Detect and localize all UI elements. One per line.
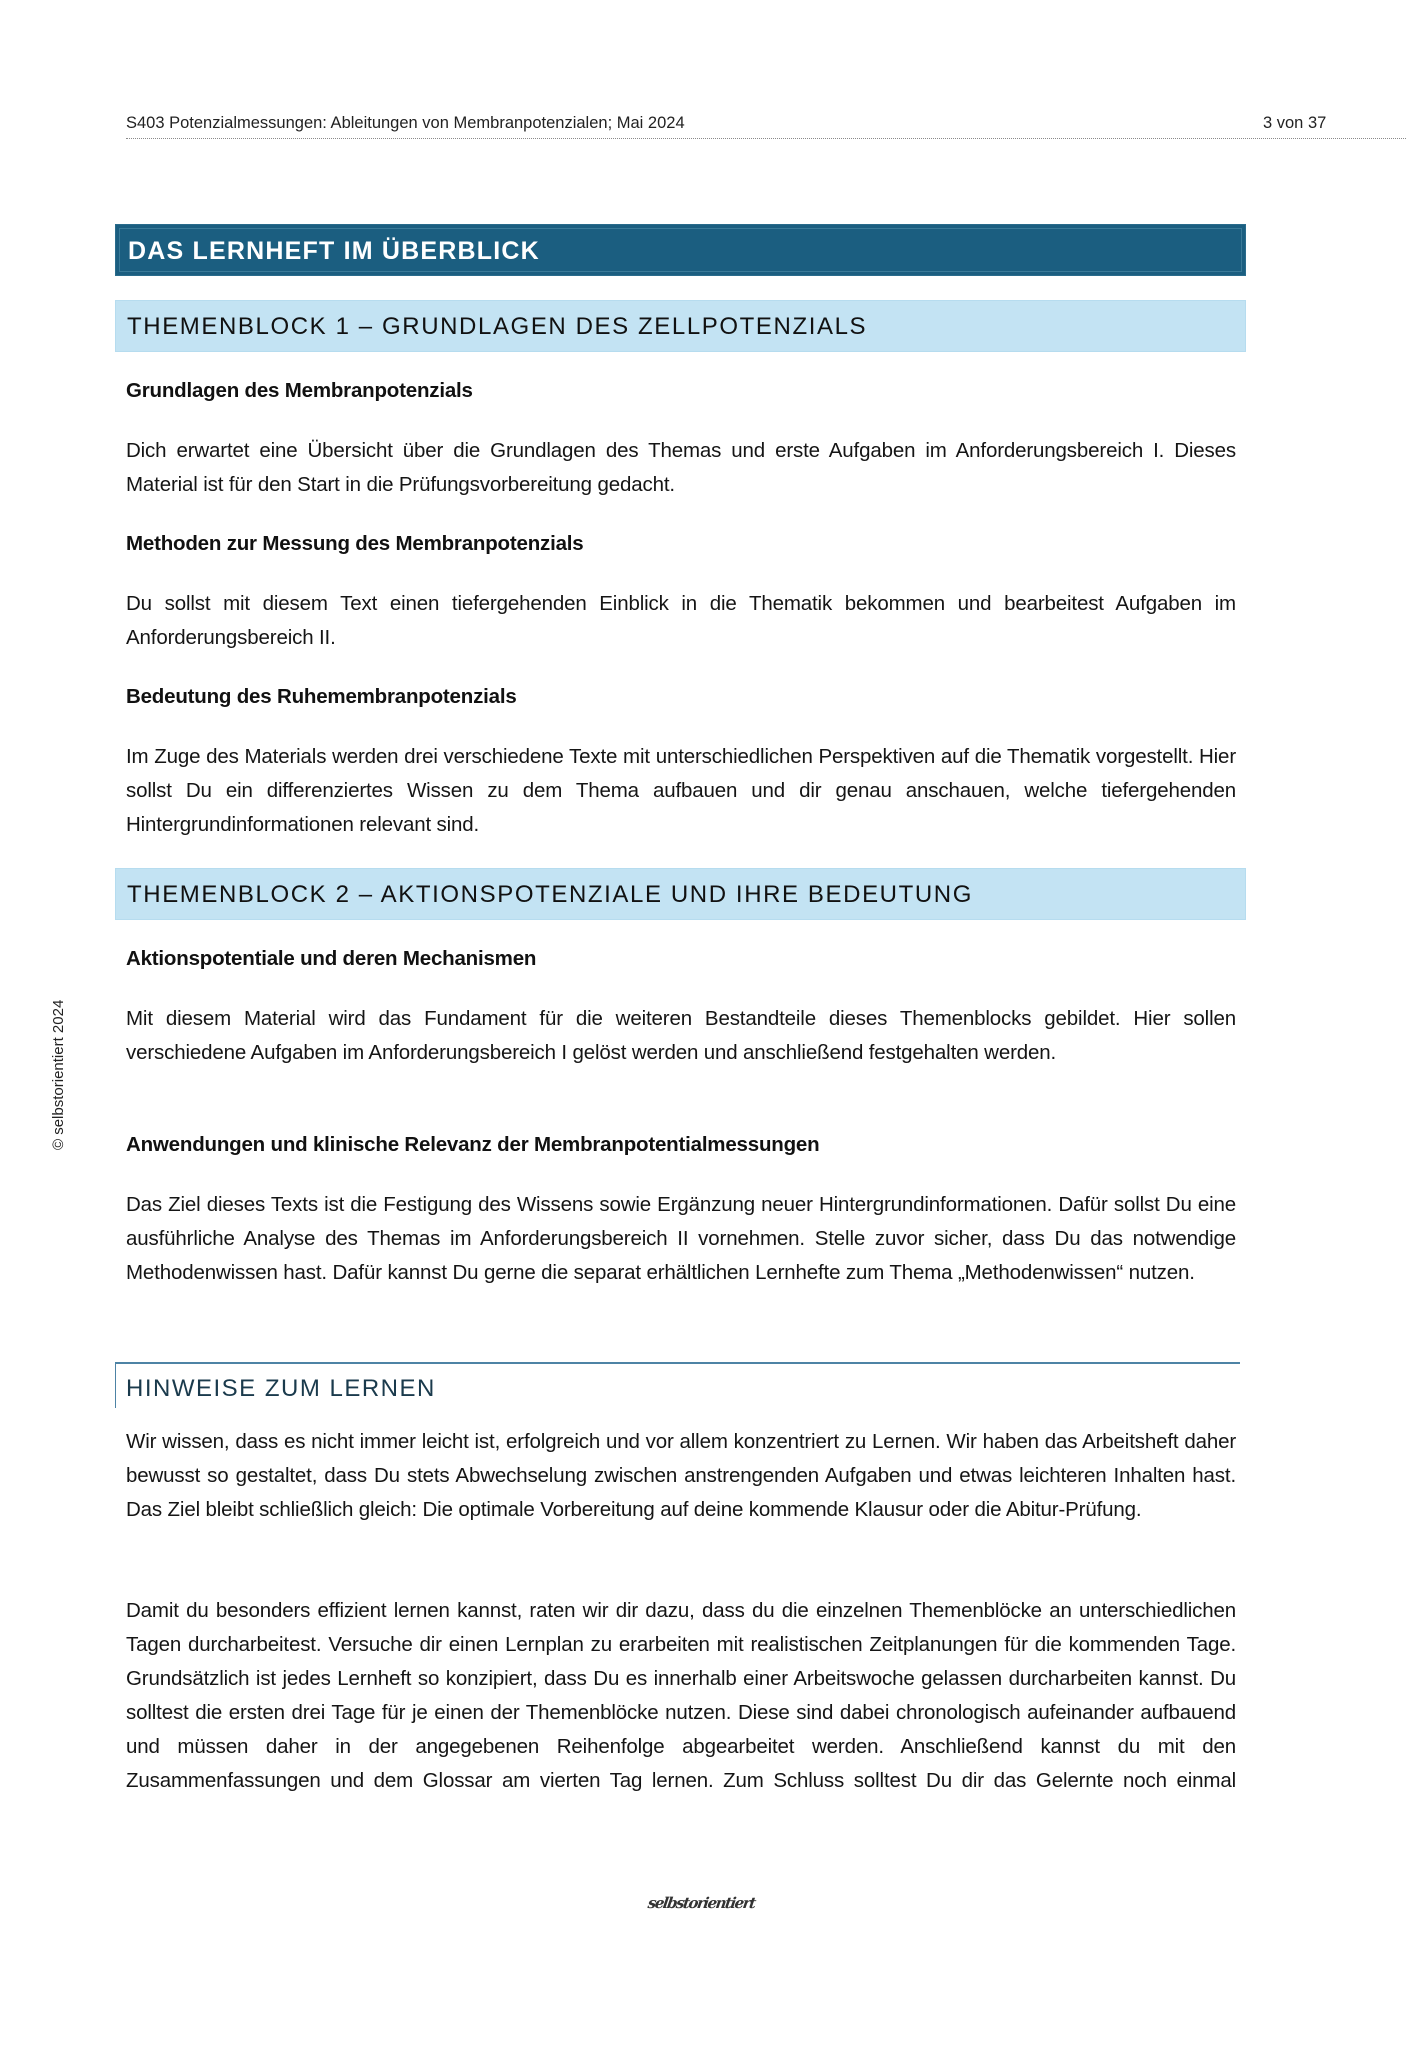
themenblock-1-title: THEMENBLOCK 1 – GRUNDLAGEN DES ZELLPOTENZIALS bbox=[127, 313, 868, 340]
hinweise-paragraph: Wir wissen, dass es nicht immer leicht ist, erfolgreich und vor allem konzentriert zu Lernen. Wir haben das Arbeitsheft daher bewusst so gestaltet, dass Du stets Abwechselung zwischen anstrengenden Aufgaben und etwas leichteren Inhalten hast. Das Ziel bleibt schließlich gleich: Die optimale Vorbereitung auf deine kommende Klausur oder die Abitur-Prüfung. bbox=[126, 1430, 1236, 1521]
overview-heading-text: DAS LERNHEFT IM ÜBERBLICK bbox=[128, 237, 540, 265]
section-text: Im Zuge des Materials werden drei verschiedene Texte mit unterschiedlichen Perspektiven auf die Thematik vorgestellt. Hier sollst Du ein differenziertes Wissen zu dem Thema aufbauen und dir genau anschauen, welche tiefergehenden Hintergrundinformationen relevant sind. bbox=[126, 745, 1236, 836]
hinweise-title: HINWEISE ZUM LERNEN bbox=[126, 1375, 436, 1402]
running-header bbox=[126, 112, 1406, 139]
section-text: Mit diesem Material wird das Fundament für die weiteren Bestandteile dieses Themenblocks gebildet. Hier sollen verschiedene Aufgaben im Anforderungsbereich I gelöst werden und anschließend festgehalten werden. bbox=[126, 1007, 1236, 1064]
section-heading: Bedeutung des Ruhemembranpotenzials bbox=[126, 685, 517, 708]
themenblock-2-title: THEMENBLOCK 2 – AKTIONSPOTENZIALE UND IHRE BEDEUTUNG bbox=[127, 881, 974, 908]
section-heading: Aktionspotentiale und deren Mechanismen bbox=[126, 947, 537, 970]
section-text: Du sollst mit diesem Text einen tiefergehenden Einblick in die Thematik bekommen und bearbeitest Aufgaben im Anforderungsbereich II. bbox=[126, 592, 1236, 649]
hinweise-paragraph: Damit du besonders effizient lernen kannst, raten wir dir dazu, dass du die einzelnen Themenblöcke an unterschiedlichen Tagen durcharbeitest. Versuche dir einen Lernplan zu erarbeiten mit realistischen Zeitplanungen für die kommenden Tage. Grundsätzlich ist jedes Lernheft so konzipiert, dass Du es innerhalb einer Arbeitswoche gelassen durcharbeiten kannst. Du solltest die ersten drei Tage für je einen der Themenblöcke nutzen. Diese sind dabei chronologisch aufeinander aufbauend und müssen daher in der angegebenen Reihenfolge abgearbeitet werden. Anschließend kannst du mit den Zusammenfassungen und dem Glossar am vierten Tag lernen. Zum Schluss solltest Du dir das Gelernte noch einmal bbox=[126, 1599, 1236, 1792]
document-title: S403 Potenzialmessungen: Ableitungen von Membranpotenzialen; Mai 2024 bbox=[126, 114, 685, 132]
section-heading: Anwendungen und klinische Relevanz der Membranpotentialmessungen bbox=[126, 1133, 820, 1156]
overview-heading bbox=[115, 224, 1246, 276]
copyright-note: © selbstorientiert 2024 bbox=[50, 999, 67, 1150]
section-heading: Methoden zur Messung des Membranpotenzials bbox=[126, 532, 584, 555]
hinweise-heading bbox=[115, 1362, 1240, 1408]
brand-logo: selbstorientiert bbox=[646, 1894, 756, 1912]
section-heading: Grundlagen des Membranpotenzials bbox=[126, 379, 473, 402]
section-text: Dich erwartet eine Übersicht über die Grundlagen des Themas und erste Aufgaben im Anforderungsbereich I. Dieses Material ist für den Start in die Prüfungsvorbereitung gedacht. bbox=[126, 439, 1236, 496]
section-text: Das Ziel dieses Texts ist die Festigung des Wissens sowie Ergänzung neuer Hintergrundinformationen. Dafür sollst Du eine ausführliche Analyse des Themas im Anforderungsbereich II vornehmen. Stelle zuvor sicher, dass Du das notwendige Methodenwissen hast. Dafür kannst Du gerne die separat erhältlichen Lernhefte zum Thema „Methodenwissen“ nutzen. bbox=[126, 1193, 1236, 1284]
page-number: 3 von 37 bbox=[1263, 114, 1327, 132]
themenblock-2-heading bbox=[115, 868, 1246, 920]
themenblock-1-heading bbox=[115, 300, 1246, 352]
